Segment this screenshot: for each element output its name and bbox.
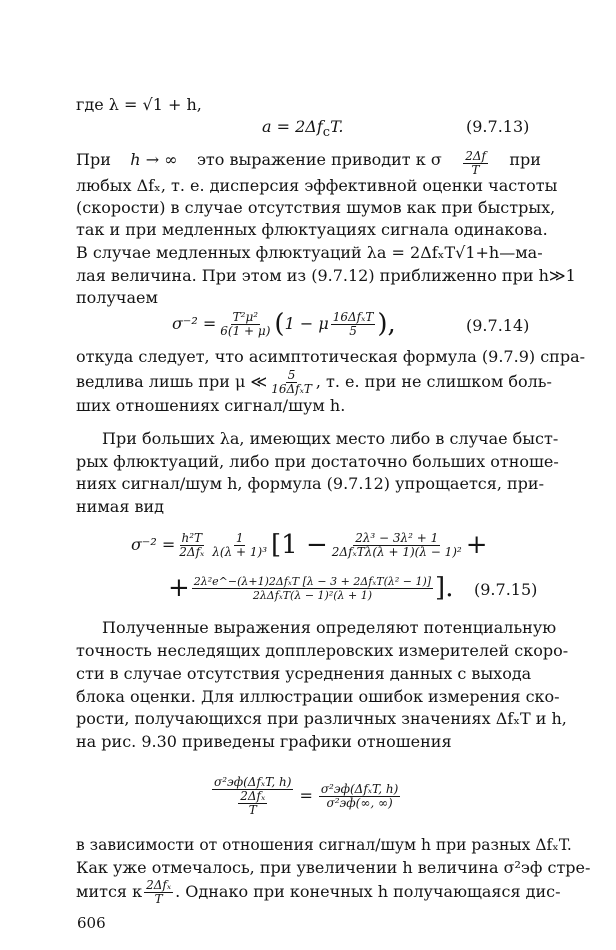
equation-9-7-13	[262, 117, 343, 143]
para1-frac-num: 2Δf	[465, 149, 486, 163]
eq-9-7-15-f3	[330, 532, 464, 559]
intro-line	[76, 95, 202, 115]
eq-9-7-15-f2	[210, 532, 269, 559]
para2-line3: ших отношениях сигнал/шум h.	[76, 396, 346, 415]
eq-9-7-14-frac1	[218, 311, 272, 338]
para4-line2: точность неследящих допплеровских измерителей скоро-	[76, 641, 569, 660]
para4-line5: рости, получающихся при различных значениях ΔfₓT и h,	[76, 709, 567, 728]
para5-line2: Как уже отмечалось, при увеличении h величина σ²эф стре-	[76, 858, 591, 877]
eq-9-7-15-f4-num: 2λ²e^−(λ+1)2ΔfₓT [λ − 3 + 2ΔfₓT(λ² − 1)]	[193, 574, 432, 588]
eq-9-7-14-frac2-num: 16ΔfₓT	[332, 309, 374, 324]
para1-line6: лая величина. При этом из (9.7.12) приближенно при h≫1	[76, 266, 576, 285]
para5-frac-num: 2Δfₓ	[146, 877, 172, 892]
para4-line3: сти в случае отсутствия усреднения данных с выхода	[76, 664, 532, 683]
eq-9-7-15-plus2: +	[168, 573, 190, 603]
para2-line2	[76, 366, 552, 398]
intro-text: где λ = √1 + h,	[76, 95, 202, 114]
para1-l1-c: это выражение приводит к σ	[196, 150, 442, 169]
eq-9-7-13-tail: T.	[330, 117, 344, 136]
eq-9-7-15-bracket: [1 −	[271, 530, 328, 560]
ratio-left-den-frac	[238, 790, 267, 817]
ratio-formula	[210, 763, 402, 829]
ratio-right-den: σ²эф(∞, ∞)	[326, 795, 393, 810]
para2-line1: откуда следует, что асимптотическая формула (9.7.9) спра-	[76, 347, 586, 366]
ratio-left-fraction	[212, 776, 293, 817]
ratio-left-num: σ²эф(ΔfₓT, h)	[214, 774, 292, 789]
para1-line3: (скорости) в случае отсутствия шумов как при быстрых,	[76, 198, 556, 217]
ratio-left-den-den: T	[248, 802, 257, 817]
eq-9-7-14-mid: 1 − μ	[284, 314, 329, 333]
para4-line4: блока оценки. Для иллюстрации ошибок измерения ско-	[76, 687, 560, 706]
eq-9-7-14-frac1-den: 6(1 + μ)	[220, 323, 271, 338]
para2-fraction	[269, 369, 314, 396]
ratio-left-den	[234, 790, 271, 817]
eq-9-7-14-paren: (	[274, 309, 285, 339]
para3-line2: рых флюктуаций, либо при достаточно больших отноше-	[76, 452, 559, 471]
para5-frac-den: T	[154, 891, 163, 906]
para1-line7: получаем	[76, 288, 158, 307]
para1-frac-den: T	[471, 163, 480, 177]
para1-line1	[76, 150, 541, 177]
equation-9-7-15-row2	[168, 566, 453, 610]
para2-frac-num: 5	[287, 367, 296, 382]
para5-l3-b: . Однако при конечных h получающаяся дис-	[175, 882, 561, 901]
eq-9-7-15-f4-den: 2λΔfₓT(λ − 1)²(λ + 1)	[252, 588, 372, 602]
ratio-equals: =	[299, 786, 313, 805]
eq-9-7-15-number: (9.7.15)	[474, 580, 538, 599]
eq-9-7-14-frac1-num: T²μ²	[232, 309, 259, 324]
eq-9-7-15-tail: ].	[435, 573, 454, 603]
eq-9-7-15-lhs: σ⁻² =	[131, 535, 176, 554]
eq-9-7-14-lhs: σ⁻² =	[172, 314, 217, 333]
para2-l2-a: ведлива лишь при μ ≪	[76, 372, 268, 391]
para5-line1: в зависимости от отношения сигнал/шум h при разных ΔfₓT.	[76, 836, 572, 854]
para5-l3-a: мится к	[76, 882, 143, 901]
eq-9-7-15-plus1: +	[465, 530, 488, 560]
eq-9-7-13-number: (9.7.13)	[466, 117, 530, 136]
eq-9-7-15-f2-den: λ(λ + 1)³	[212, 544, 267, 559]
eq-9-7-14-frac2-den: 5	[349, 323, 357, 338]
eq-9-7-15-f1-den: 2Δfₓ	[179, 544, 205, 559]
para2-l2-b: , т. е. при не слишком боль-	[315, 372, 552, 391]
eq-9-7-15-f1-num: h²T	[181, 530, 203, 545]
para5-fraction	[144, 879, 173, 906]
ratio-left-den-num: 2Δfₓ	[240, 788, 266, 803]
eq-9-7-13-formula: a = 2Δf	[262, 117, 323, 136]
eq-9-7-15-f4	[192, 575, 433, 602]
para2-frac-den: 16ΔfₓT	[271, 381, 312, 396]
eq-9-7-13-sub: c	[322, 125, 331, 141]
para3-line4: нимая вид	[76, 497, 165, 516]
eq-9-7-14-tail: ),	[377, 309, 396, 339]
equation-9-7-14	[172, 300, 396, 348]
eq-9-7-15-f3-num: 2λ³ − 3λ² + 1	[355, 530, 439, 545]
eq-9-7-14-number: (9.7.14)	[466, 316, 530, 335]
eq-9-7-15-f2-num: 1	[235, 530, 244, 545]
para1-l1-b: h → ∞	[130, 150, 178, 169]
para3-line3: ниях сигнал/шум h, формула (9.7.12) упрощается, при-	[76, 474, 544, 493]
para3-line1: При больших λa, имеющих место либо в случае быст-	[102, 429, 559, 448]
para1-fraction	[463, 150, 488, 177]
para1-l1-d: при	[509, 150, 541, 169]
para4-line6: на рис. 9.30 приведены графики отношения	[76, 732, 452, 751]
eq-9-7-15-f3-den: 2ΔfₓTλ(λ + 1)(λ − 1)²	[331, 544, 462, 559]
para5-line3	[76, 876, 561, 908]
eq-9-7-14-frac2	[331, 311, 376, 338]
eq-9-7-15-f1	[177, 532, 206, 559]
ratio-right-num: σ²эф(ΔfₓT, h)	[320, 781, 399, 796]
page-number: 606	[77, 914, 106, 932]
para1-line2: любых Δfₓ, т. е. дисперсия эффективной оценки частоты	[76, 176, 558, 195]
para1-line5: В случае медленных флюктуаций λa = 2ΔfₓT√1+h—ма-	[76, 243, 543, 262]
para4-line1: Полученные выражения определяют потенциальную	[102, 618, 557, 637]
ratio-right-fraction	[319, 783, 400, 810]
equation-9-7-15-row1	[131, 523, 488, 567]
para1-line4: так и при медленных флюктуациях сигнала одинакова.	[76, 220, 548, 239]
para1-l1-a: При	[76, 150, 111, 169]
